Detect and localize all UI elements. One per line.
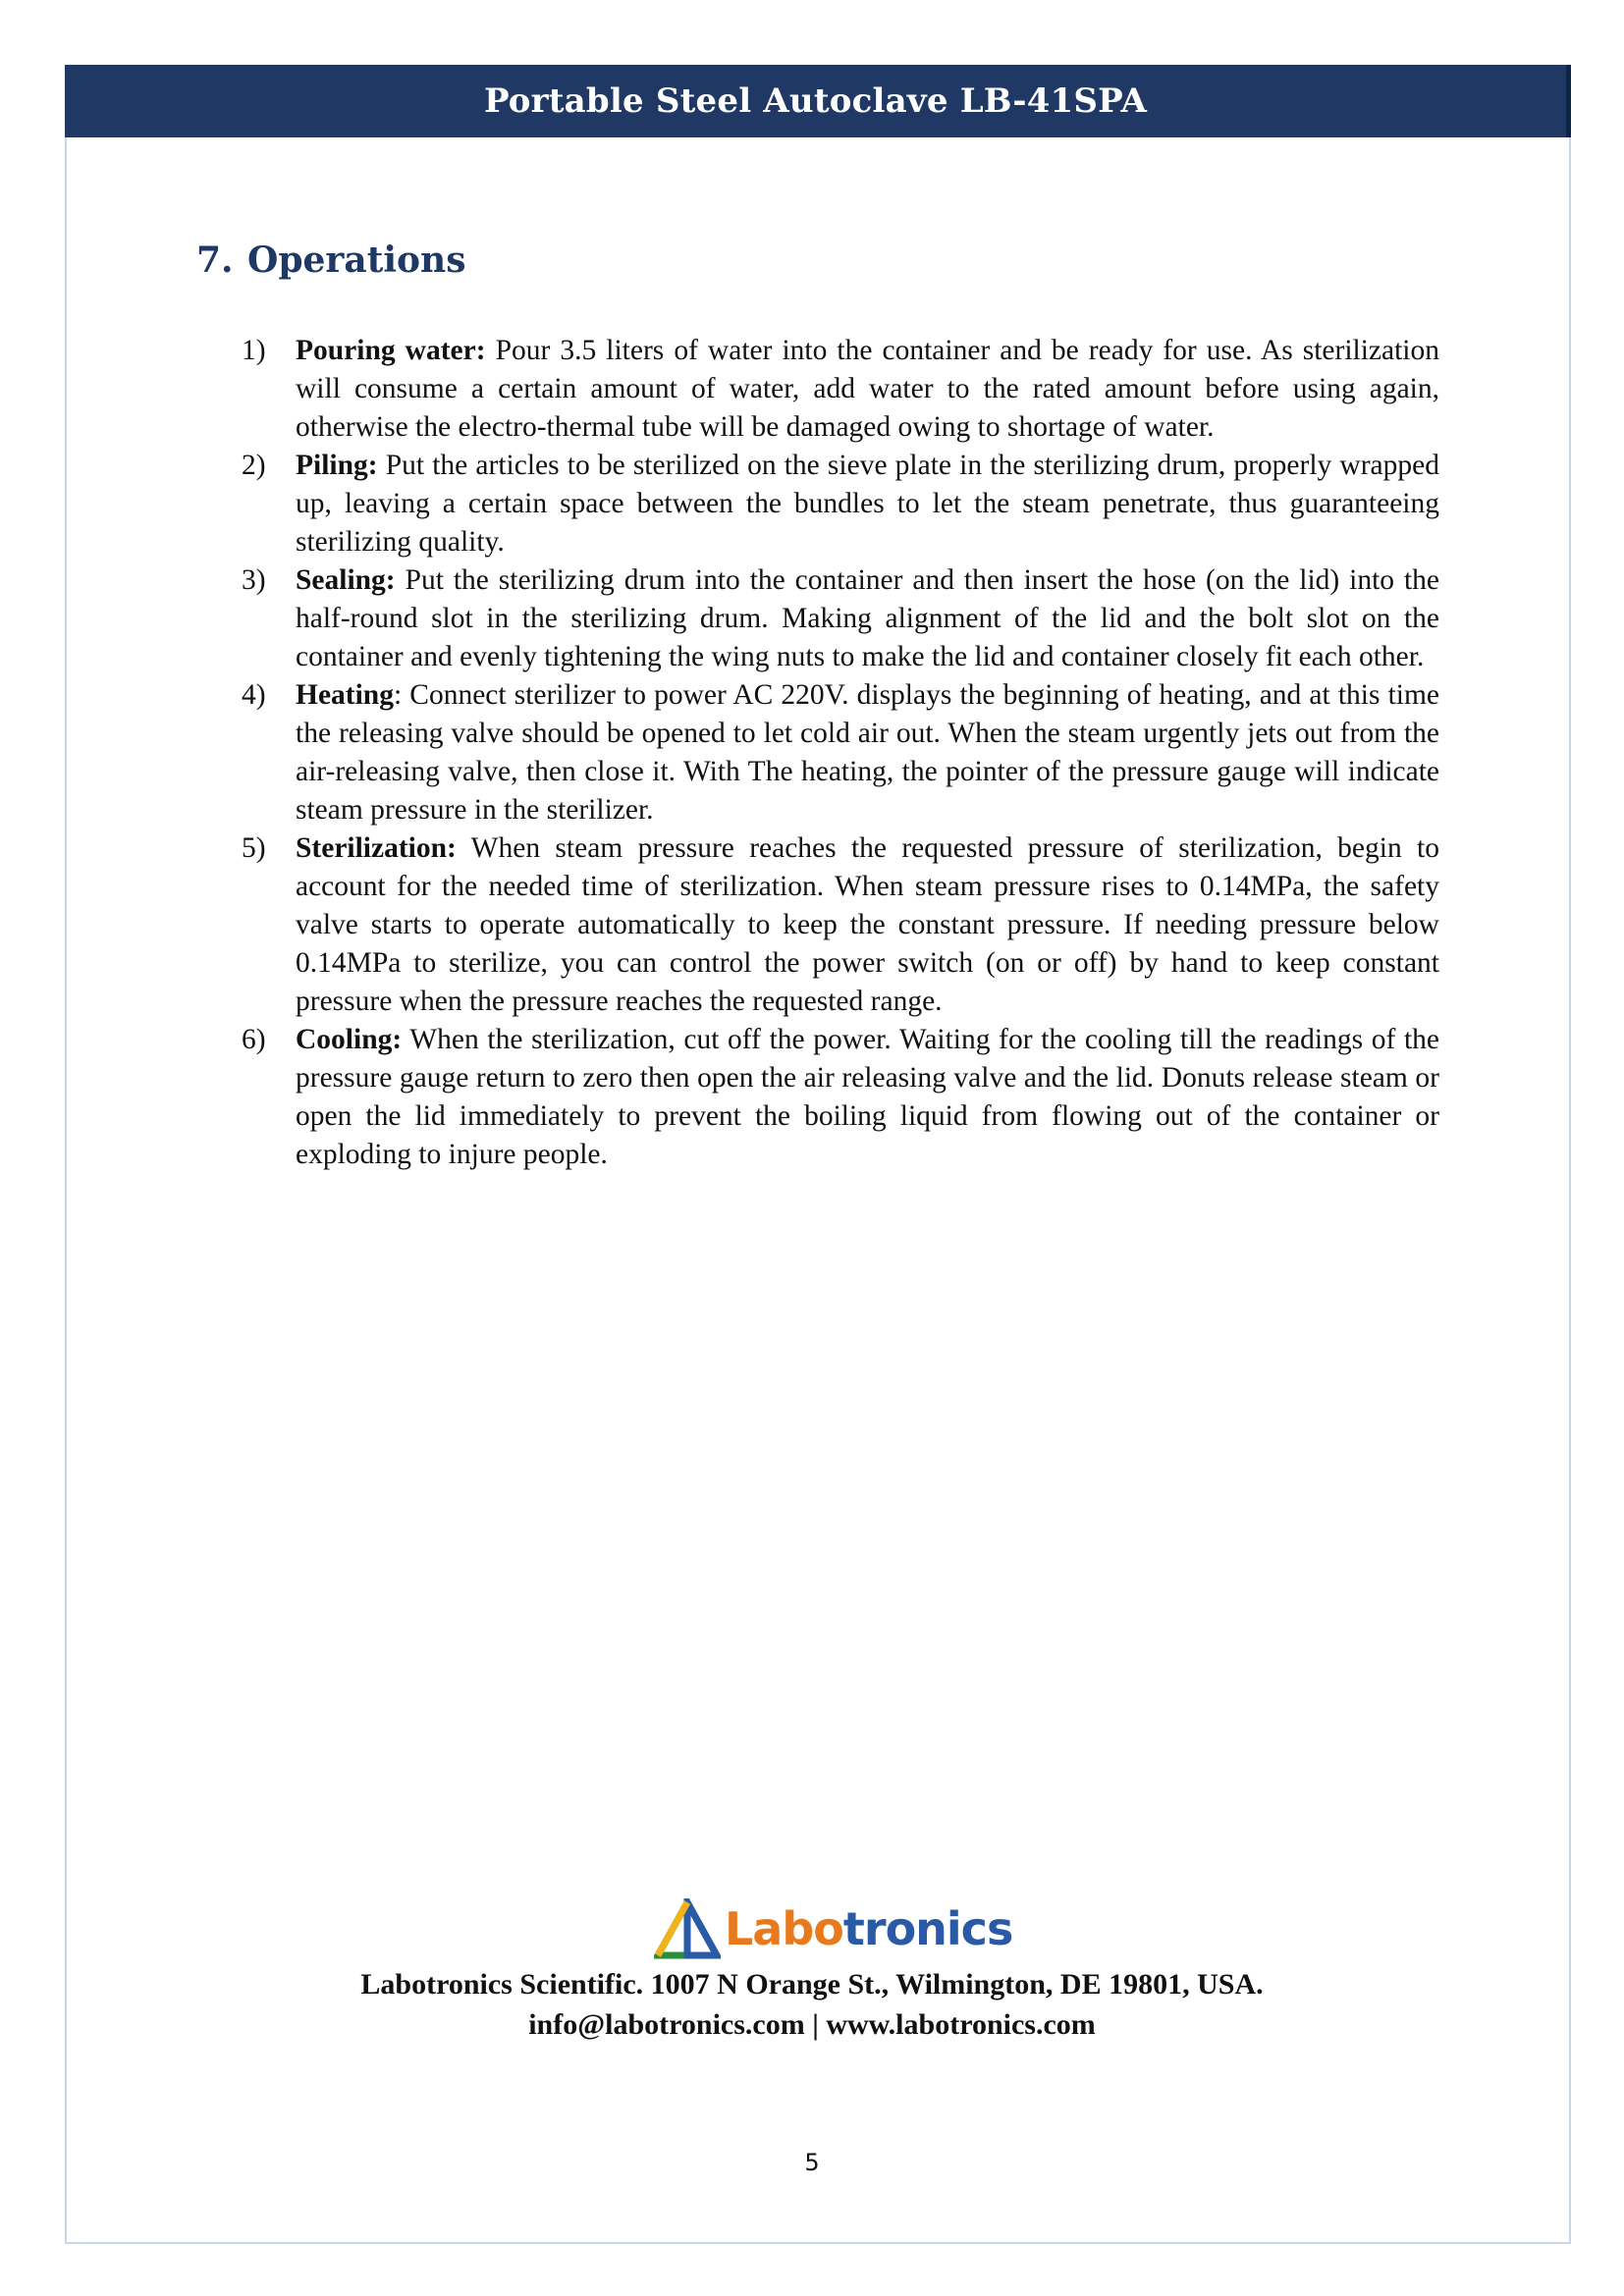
logo-suffix: tronics (842, 1902, 1013, 1955)
step-term: Pouring water: (296, 335, 486, 366)
operations-list (242, 332, 1439, 1174)
list-item (242, 829, 1439, 1021)
step-text: When steam pressure reaches the requested pressure of sterilization, begin to account for the needed time of sterilization. When steam pressure rises to 0.14MPa, the safety valve starts to operate automatically to keep the constant pressure. If needing pressure below 0.14MPa to sterilize, you can control the power switch (on or off) by hand to keep constant pressure when the pressure reaches the requested range. (296, 832, 1439, 1017)
list-item-body (296, 332, 1439, 447)
list-item-body (296, 1021, 1439, 1174)
list-marker: 4) (242, 679, 266, 711)
list-item (242, 447, 1439, 561)
logo-prefix: Labo (725, 1902, 843, 1955)
logo-triangle-icon (654, 1898, 721, 1959)
list-marker: 1) (242, 335, 266, 366)
list-marker: 6) (242, 1024, 266, 1055)
document-header (65, 65, 1571, 137)
company-logo (654, 1895, 1012, 1963)
list-marker: 3) (242, 564, 266, 596)
list-item-body (296, 676, 1439, 829)
step-term: Sealing: (296, 564, 396, 596)
step-term: Heating (296, 679, 394, 711)
document-title: Portable Steel Autoclave LB-41SPA (483, 81, 1148, 121)
list-item-body (296, 561, 1439, 676)
footer-address: Labotronics Scientific. 1007 N Orange St., Wilmington, DE 19801, USA. (360, 1968, 1264, 2001)
step-term: Piling: (296, 450, 378, 481)
page-number: 5 (804, 2149, 820, 2176)
footer-contact: info@labotronics.com | www.labotronics.com (528, 2008, 1096, 2041)
logo-wordmark (725, 1902, 1012, 1955)
step-term: Cooling: (296, 1024, 403, 1055)
list-item (242, 676, 1439, 829)
step-text: When the sterilization, cut off the power. Waiting for the cooling till the readings of the pressure gauge return to zero then open the air releasing valve and the lid. Donuts release steam or open the lid immediately to prevent the boiling liquid from flowing out of the container or exploding to injure people. (296, 1024, 1439, 1170)
list-marker: 5) (242, 832, 266, 864)
step-text: Pour 3.5 liters of water into the container and be ready for use. As sterilization will consume a certain amount of water, add water to the rated amount before using again, otherwise the electro-thermal tube will be damaged owing to shortage of water. (296, 335, 1439, 443)
step-text: Put the articles to be sterilized on the sieve plate in the sterilizing drum, properly wrapped up, leaving a certain space between the bundles to let the steam penetrate, thus guaranteeing sterilizing quality. (296, 450, 1439, 558)
list-marker: 2) (242, 450, 266, 481)
list-item (242, 1021, 1439, 1174)
list-item (242, 561, 1439, 676)
list-item-body (296, 829, 1439, 1021)
list-item (242, 332, 1439, 447)
step-text: Put the sterilizing drum into the container and then insert the hose (on the lid) into the half-round slot in the sterilizing drum. Making alignment of the lid and the bolt slot on the container and evenly tightening the wing nuts to make the lid and container closely fit each other. (296, 564, 1439, 672)
step-term: Sterilization: (296, 832, 457, 864)
section-title: Operations (247, 240, 466, 281)
list-item-body (296, 447, 1439, 561)
section-number: 7. (196, 240, 234, 281)
section-heading (196, 240, 466, 281)
step-text: : Connect sterilizer to power AC 220V. displays the beginning of heating, and at this time the releasing valve should be opened to let cold air out. When the steam urgently jets out from the air-releasing valve, then close it. With The heating, the pointer of the pressure gauge will indicate steam pressure in the sterilizer. (296, 679, 1439, 826)
